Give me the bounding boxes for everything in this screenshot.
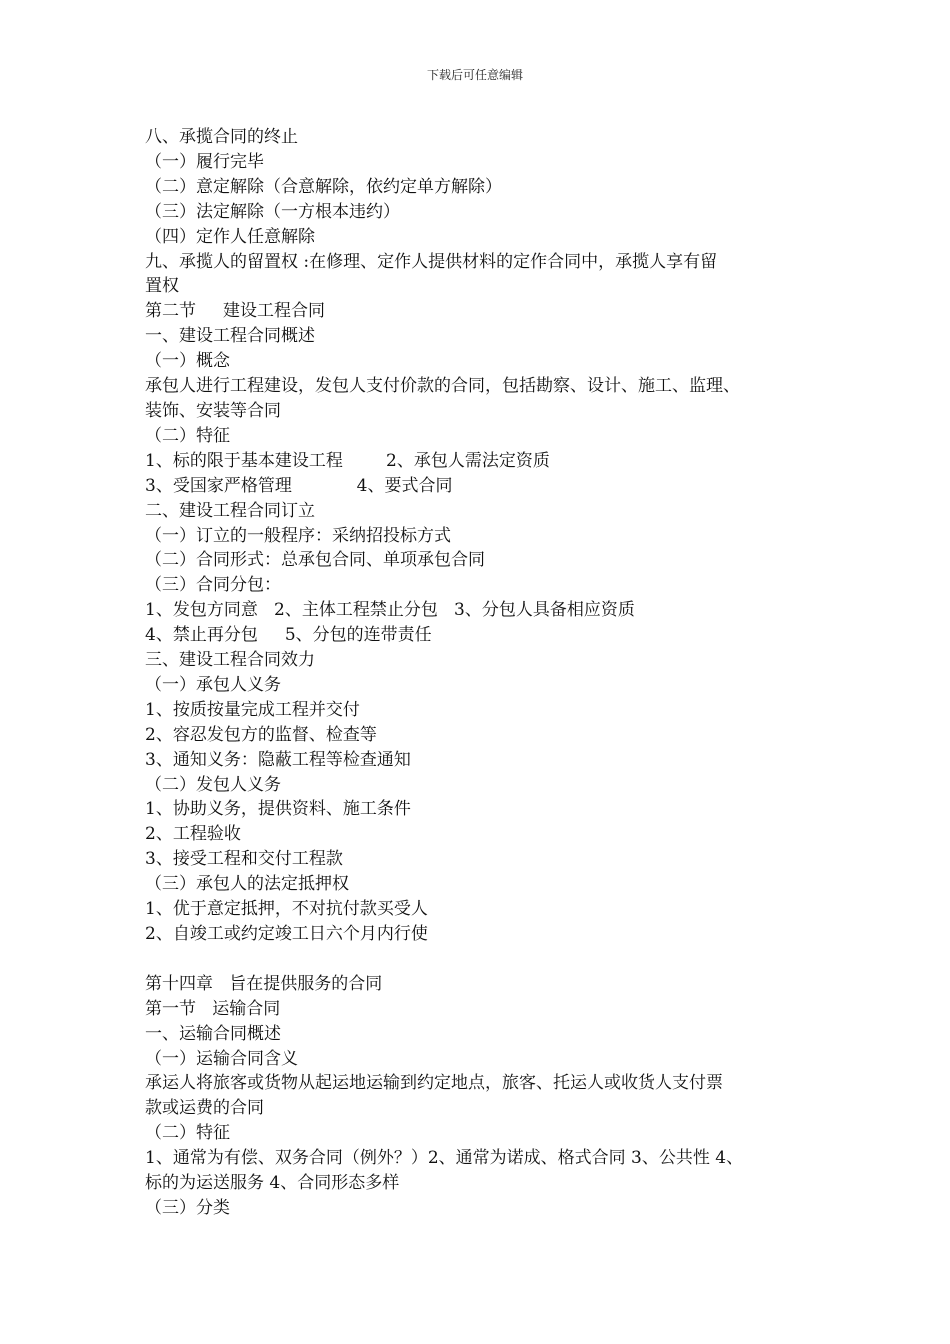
text-line: （一）履行完毕 xyxy=(145,151,264,172)
text-line: （一）运输合同含义 xyxy=(145,1048,298,1069)
text-line: 3、受国家严格管理 4、要式合同 xyxy=(145,475,453,496)
text-line: 1、通常为有偿、双务合同（例外？）2、通常为诺成、格式合同 3、公共性 4、 xyxy=(145,1148,744,1169)
text-line: 2、工程验收 xyxy=(145,824,241,845)
text-line: 承包人进行工程建设，发包人支付价款的合同，包括勘察、设计、施工、监理、 xyxy=(145,376,740,397)
text-line: 4、禁止再分包 5、分包的连带责任 xyxy=(145,625,432,646)
text-line: 一、建设工程合同概述 xyxy=(145,326,315,347)
text-line: 1、协助义务，提供资料、施工条件 xyxy=(145,799,411,820)
text-line: 装饰、安装等合同 xyxy=(145,400,281,421)
text-line: 第一节 运输合同 xyxy=(145,998,281,1019)
text-line: （二）合同形式：总承包合同、单项承包合同 xyxy=(145,550,485,571)
text-line: 2、容忍发包方的监督、检查等 xyxy=(145,724,377,745)
text-line: （一）概念 xyxy=(145,351,230,372)
text-line: 八、承揽合同的终止 xyxy=(145,127,298,147)
text-line: 九、承揽人的留置权 :在修理、定作人提供材料的定作合同中，承揽人享有留 xyxy=(145,251,718,272)
text-line: （一）承包人义务 xyxy=(145,674,281,695)
text-line: （二）意定解除（合意解除，依约定单方解除） xyxy=(145,176,502,197)
text-line: （二）发包人义务 xyxy=(145,774,281,795)
page-header: 下载后可任意编辑 xyxy=(426,68,523,82)
text-line: 标的为运送服务 4、合同形态多样 xyxy=(145,1173,400,1194)
document-body xyxy=(145,125,815,1221)
text-line: 二、建设工程合同订立 xyxy=(145,500,315,521)
text-line: 3、通知义务：隐蔽工程等检查通知 xyxy=(145,749,411,770)
text-line: （三）分类 xyxy=(145,1197,230,1218)
blank-line xyxy=(145,947,815,972)
text-line: （三）合同分包： xyxy=(145,575,281,596)
text-line: 1、优于意定抵押，不对抗付款买受人 xyxy=(145,899,428,920)
text-line: 2、自竣工或约定竣工日六个月内行使 xyxy=(145,924,428,944)
text-line: （二）特征 xyxy=(145,425,230,446)
text-line: 三、建设工程合同效力 xyxy=(145,650,315,671)
text-line: （一）订立的一般程序：采纳招投标方式 xyxy=(145,525,451,546)
text-line: 第十四章 旨在提供服务的合同 xyxy=(145,973,383,994)
text-line: 1、发包方同意 2、主体工程禁止分包 3、分包人具备相应资质 xyxy=(145,600,635,621)
text-line: 3、接受工程和交付工程款 xyxy=(145,849,343,870)
text-line: （三）承包人的法定抵押权 xyxy=(145,874,349,895)
text-line: 1、按质按量完成工程并交付 xyxy=(145,699,360,720)
text-line: 承运人将旅客或货物从起运地运输到约定地点，旅客、托运人或收货人支付票 xyxy=(145,1073,723,1094)
text-line: 一、运输合同概述 xyxy=(145,1023,281,1044)
text-line: 1、标的限于基本建设工程 2、承包人需法定资质 xyxy=(145,450,550,471)
text-line: （三）法定解除（一方根本违约） xyxy=(145,201,400,222)
text-line: 置权 xyxy=(145,276,179,297)
text-line: （四）定作人任意解除 xyxy=(145,226,315,247)
text-line: 款或运费的合同 xyxy=(145,1098,264,1119)
text-line: 第二节 建设工程合同 xyxy=(145,301,326,322)
text-line: （二）特征 xyxy=(145,1123,230,1144)
